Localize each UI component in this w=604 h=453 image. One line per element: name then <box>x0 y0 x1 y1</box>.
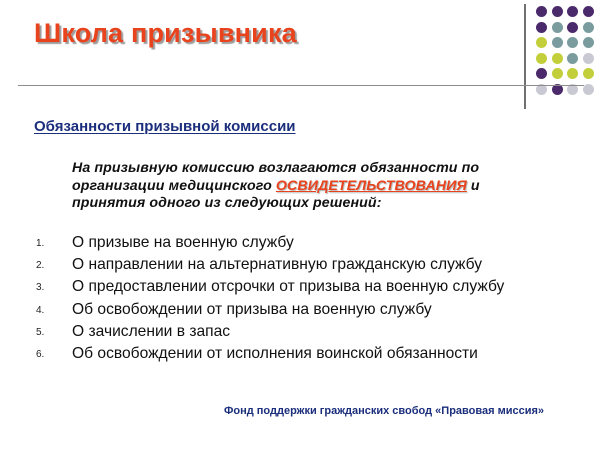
decorative-dot <box>567 22 578 33</box>
decorative-dot <box>552 53 563 64</box>
list-item-text: О зачислении в запас <box>72 322 231 340</box>
decorative-dot <box>552 68 563 79</box>
list-item-text: О направлении на альтернативную гражданскую службу <box>72 256 483 274</box>
decorative-dot <box>583 68 594 79</box>
intro-line-1: На призывную комиссию возлагаются обязанности по <box>72 160 480 176</box>
list-item-number: 4. <box>36 304 45 316</box>
decorative-dot <box>567 68 578 79</box>
decorative-dot <box>583 84 594 95</box>
decorative-dot <box>552 22 563 33</box>
list-item-text: Об освобождении от призыва на военную службу <box>72 300 432 318</box>
decorative-dot <box>583 22 594 33</box>
vertical-divider <box>524 4 526 109</box>
decorative-dot <box>536 22 547 33</box>
decorative-dot <box>536 6 547 17</box>
list-item-text: Об освобождении от исполнения воинской обязанности <box>72 344 478 362</box>
horizontal-divider <box>18 85 584 86</box>
decorative-dot <box>552 6 563 17</box>
highlighted-term: ОСВИДЕТЕЛЬСТВОВАНИЯ <box>275 177 467 194</box>
decorative-dot <box>583 53 594 64</box>
intro-paragraph <box>72 160 542 213</box>
decorative-dot <box>583 37 594 48</box>
decorative-dot-grid <box>536 6 600 102</box>
slide-subtitle: Обязанности призывной комиссии <box>34 118 296 135</box>
decorative-dot <box>583 6 594 17</box>
list-item-number: 1. <box>36 238 45 249</box>
intro-line-2-before: организации медицинского <box>72 177 276 194</box>
decorative-dot <box>567 37 578 48</box>
list-item-number: 2. <box>36 260 45 272</box>
list-item-text: О призыве на военную службу <box>72 234 294 251</box>
footer-credit: Фонд поддержки гражданских свобод «Правовая миссия» <box>224 405 545 417</box>
decorative-dot <box>536 53 547 64</box>
slide-title: Школа призывника <box>34 18 297 48</box>
decorative-dot <box>536 68 547 79</box>
list-item-number: 6. <box>36 348 45 360</box>
decorative-dot <box>536 37 547 48</box>
intro-line-3: принятия одного из следующих решений: <box>72 195 382 211</box>
decorative-dot <box>552 37 563 48</box>
list-item-number: 3. <box>36 282 45 294</box>
decorative-dot <box>567 53 578 64</box>
list-item-text: О предоставлении отсрочки от призыва на военную службу <box>72 278 505 296</box>
intro-line-2 <box>72 178 542 196</box>
decorative-dot <box>567 6 578 17</box>
intro-line-2-after: и <box>466 177 480 194</box>
list-item-number: 5. <box>36 326 45 338</box>
